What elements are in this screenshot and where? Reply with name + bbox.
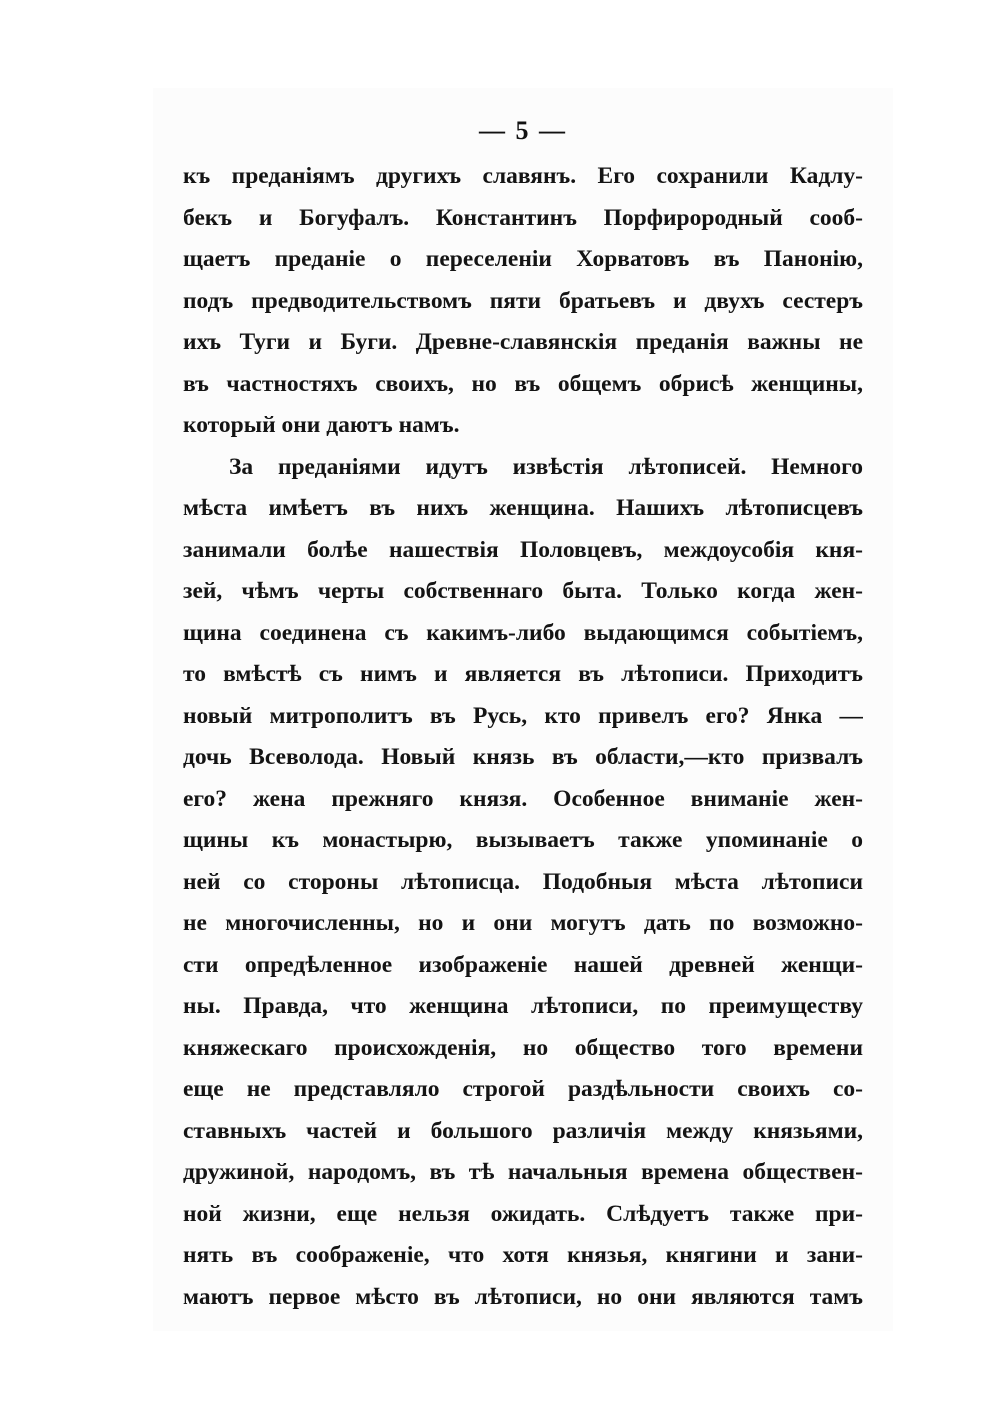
text-line: мѣста имѣетъ въ нихъ женщина. Нашихъ лѣтописцевъ (183, 495, 863, 521)
text-line: который они даютъ намъ. (183, 412, 460, 438)
text-line: За преданіями идутъ извѣстія лѣтописей. Немного (229, 453, 863, 480)
paragraph-1 (183, 156, 863, 447)
book-page (153, 88, 893, 1331)
text-line: щина соединена съ какимъ-либо выдающимся событіемъ, (183, 619, 863, 646)
text-line: ны. Правда, что женщина лѣтописи, по преимуществу (183, 993, 863, 1019)
text-line: подъ предводительствомъ пяти братьевъ и двухъ сестеръ (183, 287, 863, 314)
text-line: еще не представляло строгой раздѣльности своихъ со- (183, 1076, 863, 1102)
text-line: къ преданіямъ другихъ славянъ. Его сохранили Кадлу- (183, 163, 863, 189)
text-line: новый митрополитъ въ Русь, кто привелъ его? Янка — (183, 702, 863, 729)
text-line: ной жизни, еще нельзя ожидать. Слѣдуетъ также при- (183, 1200, 863, 1227)
page-body-text (183, 156, 863, 1318)
text-line: щины къ монастырю, вызываетъ также упоминаніе о (183, 827, 863, 853)
text-line: въ частностяхъ своихъ, но въ общемъ обрисѣ женщины, (183, 370, 863, 397)
page-number: — 5 — (479, 116, 567, 145)
text-line: ставныхъ частей и большого различія между князьями, (183, 1117, 863, 1144)
text-line: его? жена прежняго князя. Особенное вниманіе жен- (183, 785, 863, 812)
text-line: ихъ Туги и Буги. Древне-славянскія преданія важны не (183, 329, 863, 355)
text-line: маютъ первое мѣсто въ лѣтописи, но они являются тамъ (183, 1283, 863, 1310)
text-line: нять въ соображеніе, что хотя князья, княгини и зани- (183, 1242, 863, 1268)
text-line: то вмѣстѣ съ нимъ и является въ лѣтописи. Приходитъ (183, 661, 863, 687)
text-line: щаетъ преданіе о переселеніи Хорватовъ въ Панонію, (183, 246, 863, 272)
text-line: сти опредѣленное изображеніе нашей древней женщи- (183, 951, 863, 978)
text-line: дочь Всеволода. Новый князь въ области,—кто призвалъ (183, 744, 863, 770)
text-line: дружиной, народомъ, въ тѣ начальныя времена обществен- (183, 1159, 863, 1185)
text-line: занимали болѣе нашествія Половцевъ, междоусобія кня- (183, 536, 863, 563)
paragraph-2 (183, 447, 863, 1319)
text-line: не многочисленны, но и они могутъ дать по возможно- (183, 910, 863, 936)
text-line: бекъ и Богуфалъ. Константинъ Порфирородный сооб- (183, 204, 863, 231)
text-line: зей, чѣмъ черты собственнаго быта. Только когда жен- (183, 578, 863, 604)
text-line: ней со стороны лѣтописца. Подобныя мѣста лѣтописи (183, 868, 863, 895)
text-line: княжескаго происхожденія, но общество того времени (183, 1034, 863, 1061)
